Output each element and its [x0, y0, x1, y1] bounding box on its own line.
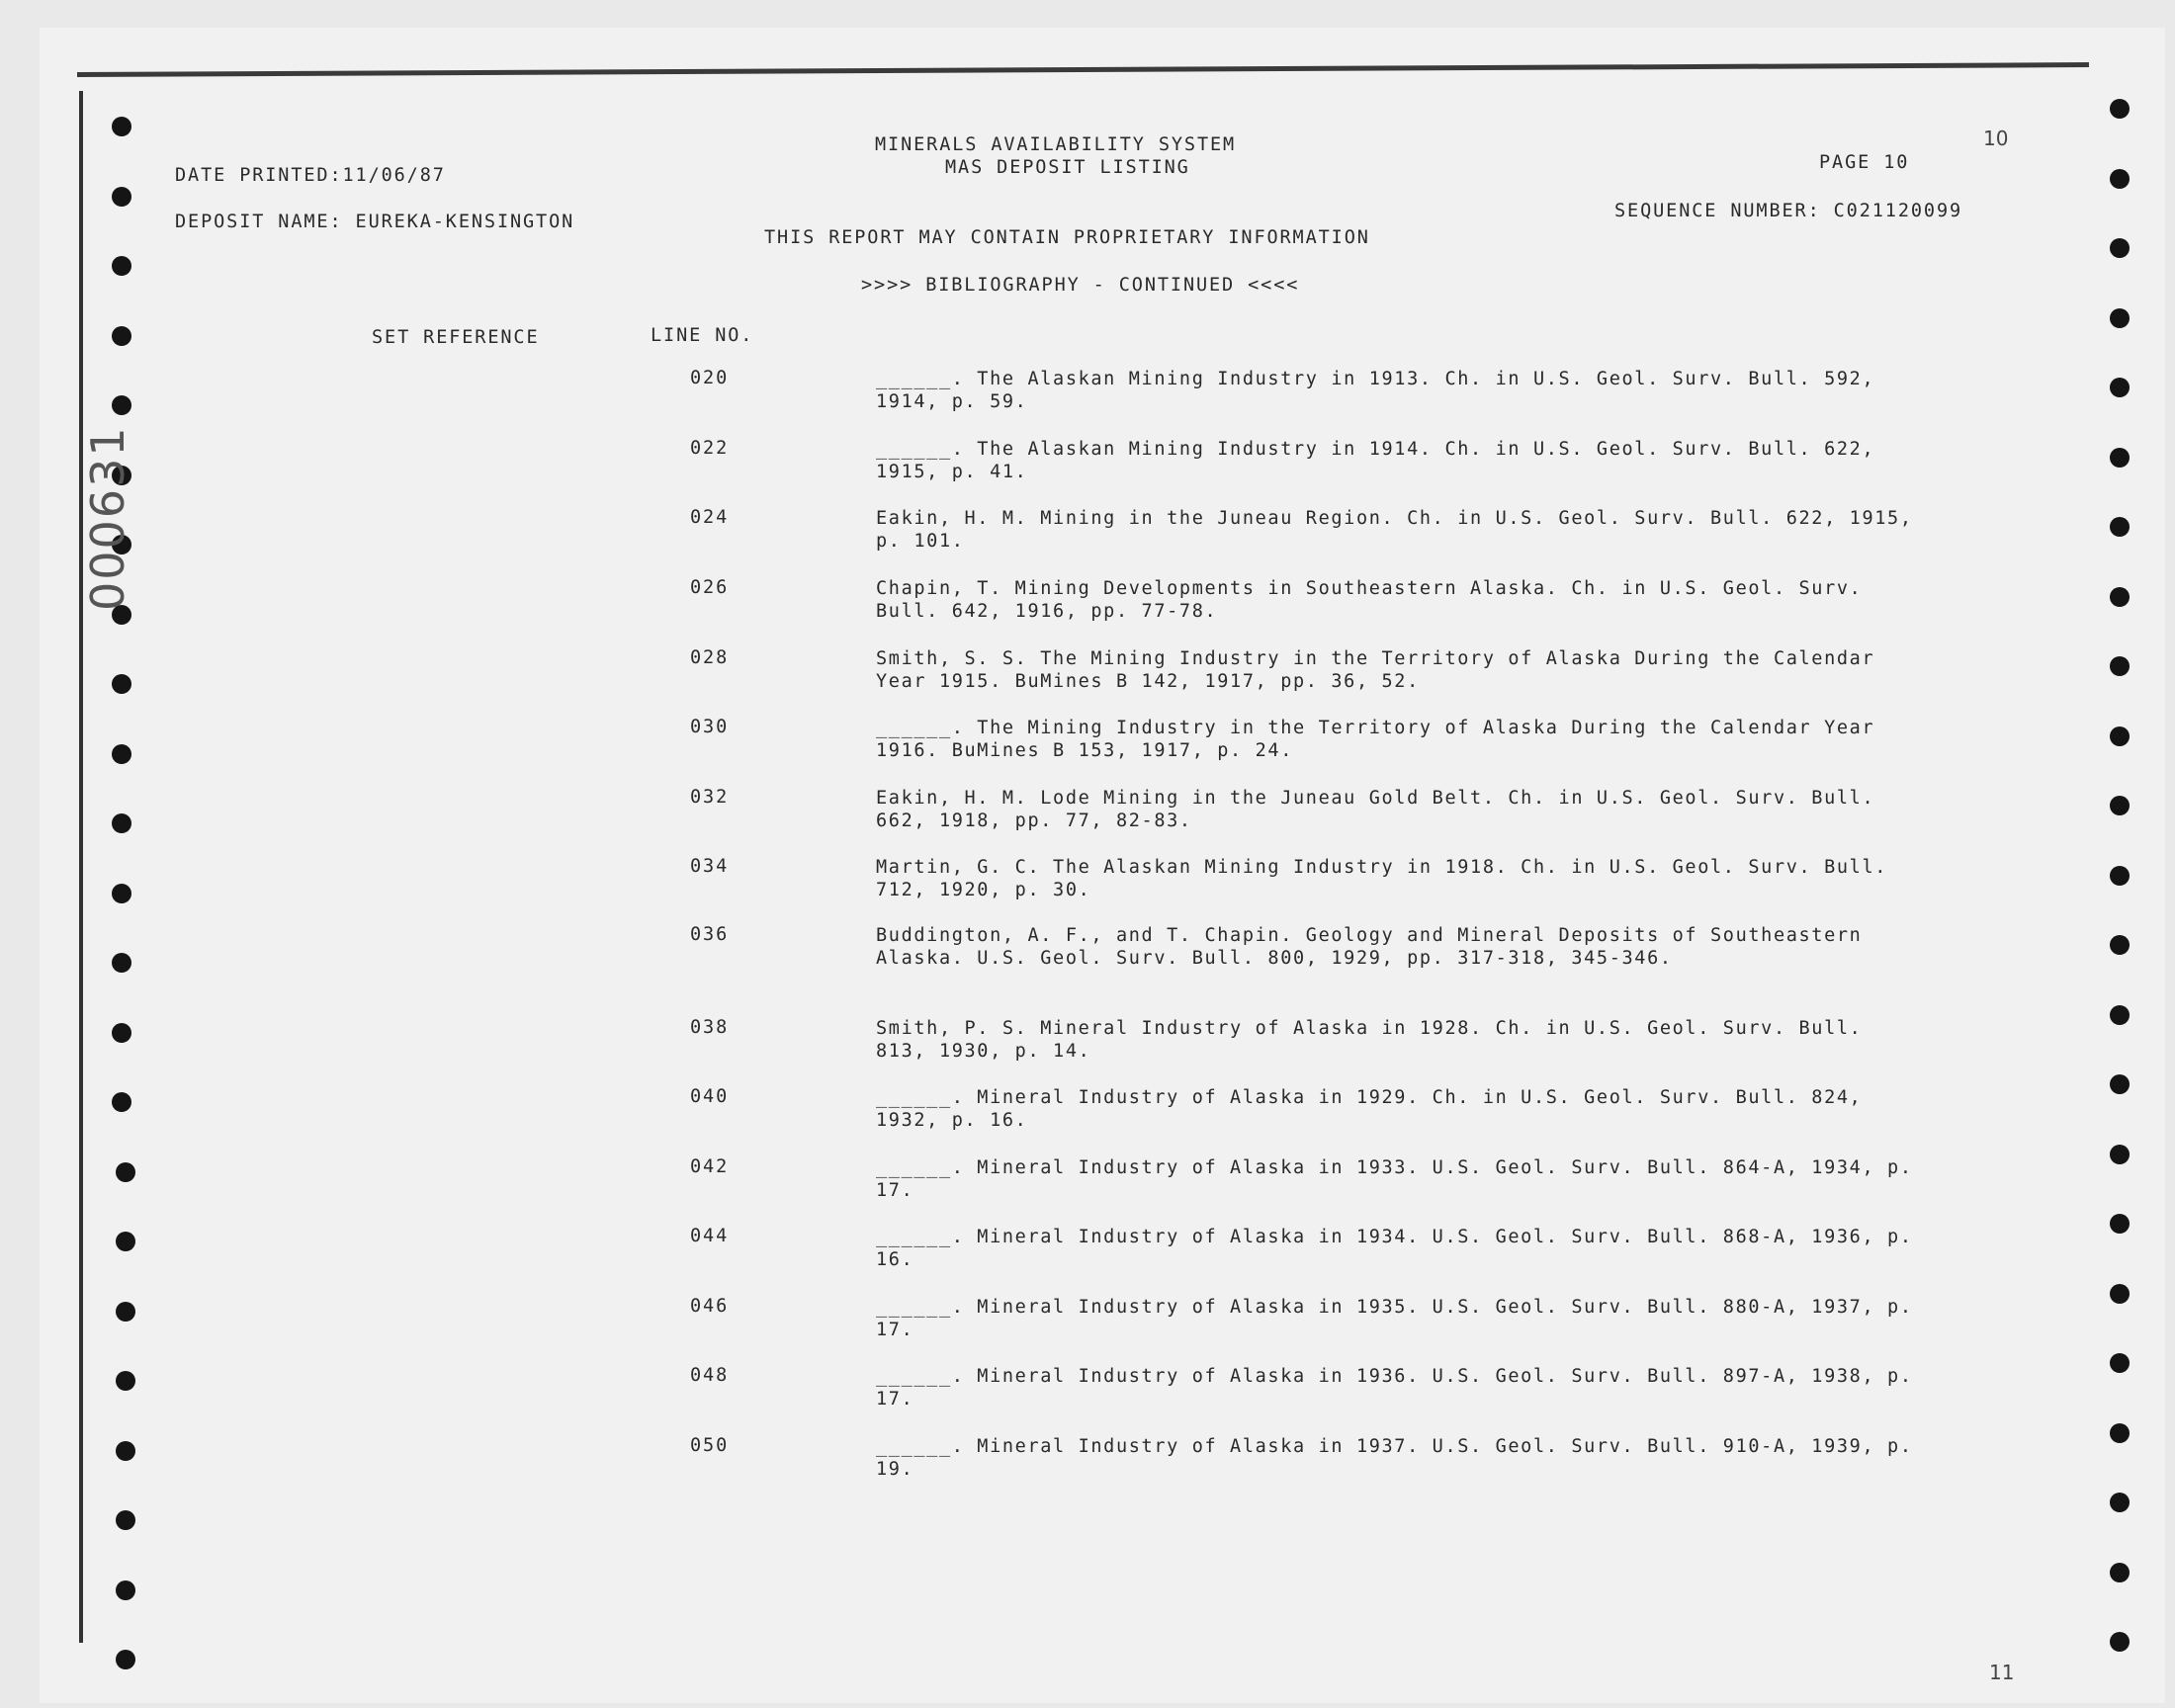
feed-hole-right: [2110, 1353, 2130, 1373]
bibliography-entry: ______. Mineral Industry of Alaska in 1936. U.S. Geol. Surv. Bull. 897-A, 1938, p. 17.: [876, 1366, 1913, 1409]
feed-hole-right: [2110, 448, 2130, 468]
line-number: 020: [690, 368, 730, 388]
line-number: 034: [690, 856, 730, 877]
feed-hole-right: [2110, 1214, 2130, 1234]
bibliography-entry: ______. Mineral Industry of Alaska in 1933. U.S. Geol. Surv. Bull. 864-A, 1934, p. 17.: [876, 1157, 1913, 1201]
top-right-number: 10: [1983, 127, 2009, 150]
line-number: 042: [690, 1156, 730, 1177]
left-margin-rule: [79, 91, 83, 1643]
feed-hole-left: [116, 1510, 135, 1530]
feed-hole-right: [2110, 238, 2130, 258]
feed-hole-right: [2110, 1493, 2130, 1512]
feed-hole-left: [112, 884, 131, 903]
line-number: 036: [690, 924, 730, 945]
feed-hole-right: [2110, 935, 2130, 955]
feed-hole-left: [112, 326, 131, 346]
feed-hole-left: [112, 744, 131, 764]
feed-hole-right: [2110, 517, 2130, 537]
feed-hole-right: [2110, 308, 2130, 328]
bibliography-entry: ______. Mineral Industry of Alaska in 1929. Ch. in U.S. Geol. Surv. Bull. 824, 1932, p. 16.: [876, 1087, 1863, 1131]
column-header-set-reference: SET REFERENCE: [372, 327, 540, 348]
section-title: >>>> BIBLIOGRAPHY - CONTINUED <<<<: [861, 275, 1300, 296]
date-printed: DATE PRINTED:11/06/87: [175, 165, 446, 186]
bibliography-entry: Eakin, H. M. Lode Mining in the Juneau Gold Belt. Ch. in U.S. Geol. Surv. Bull. 662, 1918, pp. 77, 82-83.: [876, 788, 1875, 831]
feed-hole-right: [2110, 1632, 2130, 1652]
sequence-number: SEQUENCE NUMBER: C021120099: [1614, 201, 1963, 221]
feed-hole-left: [112, 953, 131, 973]
feed-hole-right: [2110, 1284, 2130, 1304]
line-number: 030: [690, 717, 730, 737]
listing-title: MAS DEPOSIT LISTING: [945, 157, 1190, 178]
feed-hole-right: [2110, 1145, 2130, 1164]
feed-hole-left: [112, 674, 131, 694]
deposit-name: DEPOSIT NAME: EUREKA-KENSINGTON: [175, 212, 575, 232]
bibliography-entry: ______. Mineral Industry of Alaska in 1935. U.S. Geol. Surv. Bull. 880-A, 1937, p. 17.: [876, 1297, 1913, 1340]
feed-hole-left: [112, 187, 131, 207]
feed-hole-right: [2110, 726, 2130, 746]
feed-hole-left: [116, 1302, 135, 1322]
column-header-line-no: LINE NO.: [651, 325, 754, 346]
feed-hole-left: [116, 1232, 135, 1251]
line-number: 026: [690, 577, 730, 598]
feed-hole-right: [2110, 656, 2130, 676]
bibliography-entry: Smith, P. S. Mineral Industry of Alaska in 1928. Ch. in U.S. Geol. Surv. Bull. 813, 1930, p. 14.: [876, 1018, 1863, 1062]
feed-hole-right: [2110, 169, 2130, 189]
line-number: 038: [690, 1017, 730, 1038]
line-number: 028: [690, 647, 730, 668]
bibliography-entry: ______. Mineral Industry of Alaska in 1934. U.S. Geol. Surv. Bull. 868-A, 1936, p. 16.: [876, 1227, 1913, 1270]
bibliography-entry: Chapin, T. Mining Developments in Southeastern Alaska. Ch. in U.S. Geol. Surv. Bull. 642, 1916, pp. 77-78.: [876, 578, 1863, 622]
bibliography-entry: Buddington, A. F., and T. Chapin. Geology and Mineral Deposits of Southeastern Alaska. U.S. Geol. Surv. Bull. 800, 1929, pp. 317-318, 345-346.: [876, 925, 1863, 969]
feed-hole-left: [112, 395, 131, 415]
bibliography-entry: ______. The Mining Industry in the Territory of Alaska During the Calendar Year 1916. BuMines B 153, 1917, p. 24.: [876, 718, 1875, 761]
line-number: 040: [690, 1086, 730, 1107]
feed-hole-left: [112, 256, 131, 276]
side-stamp: 000631: [81, 425, 134, 611]
feed-hole-right: [2110, 587, 2130, 607]
bottom-right-number: 11: [1989, 1661, 2015, 1684]
bibliography-entry: ______. Mineral Industry of Alaska in 1937. U.S. Geol. Surv. Bull. 910-A, 1939, p. 19.: [876, 1436, 1913, 1480]
line-number: 022: [690, 438, 730, 459]
page-number: PAGE 10: [1819, 152, 1910, 173]
side-stamp-faint: [81, 1387, 134, 1404]
line-number: 046: [690, 1296, 730, 1317]
feed-hole-right: [2110, 1074, 2130, 1094]
bibliography-entry: Eakin, H. M. Mining in the Juneau Region. Ch. in U.S. Geol. Surv. Bull. 622, 1915, p. 101.: [876, 508, 1913, 552]
line-number: 044: [690, 1226, 730, 1246]
bibliography-entry: Martin, G. C. The Alaskan Mining Industry in 1918. Ch. in U.S. Geol. Surv. Bull. 712, 1920, p. 30.: [876, 857, 1888, 900]
feed-hole-left: [116, 1580, 135, 1600]
bibliography-entry: ______. The Alaskan Mining Industry in 1913. Ch. in U.S. Geol. Surv. Bull. 592, 1914, p. 59.: [876, 369, 1875, 412]
system-title: MINERALS AVAILABILITY SYSTEM: [875, 134, 1237, 155]
feed-hole-left: [116, 1162, 135, 1182]
line-number: 032: [690, 787, 730, 808]
feed-hole-right: [2110, 796, 2130, 815]
feed-hole-right: [2110, 866, 2130, 886]
bibliography-entry: Smith, S. S. The Mining Industry in the Territory of Alaska During the Calendar Year 1915. BuMines B 142, 1917, pp. 36, 52.: [876, 648, 1875, 692]
feed-hole-right: [2110, 378, 2130, 397]
feed-hole-left: [116, 1650, 135, 1669]
line-number: 048: [690, 1365, 730, 1386]
feed-hole-right: [2110, 1005, 2130, 1025]
feed-hole-left: [112, 1023, 131, 1043]
feed-hole-right: [2110, 99, 2130, 119]
feed-hole-left: [112, 117, 131, 136]
line-number: 050: [690, 1435, 730, 1456]
proprietary-notice: THIS REPORT MAY CONTAIN PROPRIETARY INFORMATION: [764, 227, 1370, 248]
feed-hole-left: [116, 1441, 135, 1461]
bottom-faint-print: [886, 1672, 897, 1688]
feed-hole-right: [2110, 1563, 2130, 1582]
feed-hole-left: [112, 813, 131, 833]
feed-hole-right: [2110, 1423, 2130, 1443]
bibliography-entry: ______. The Alaskan Mining Industry in 1914. Ch. in U.S. Geol. Surv. Bull. 622, 1915, p. 41.: [876, 439, 1875, 482]
feed-hole-left: [112, 1092, 131, 1112]
line-number: 024: [690, 507, 730, 528]
